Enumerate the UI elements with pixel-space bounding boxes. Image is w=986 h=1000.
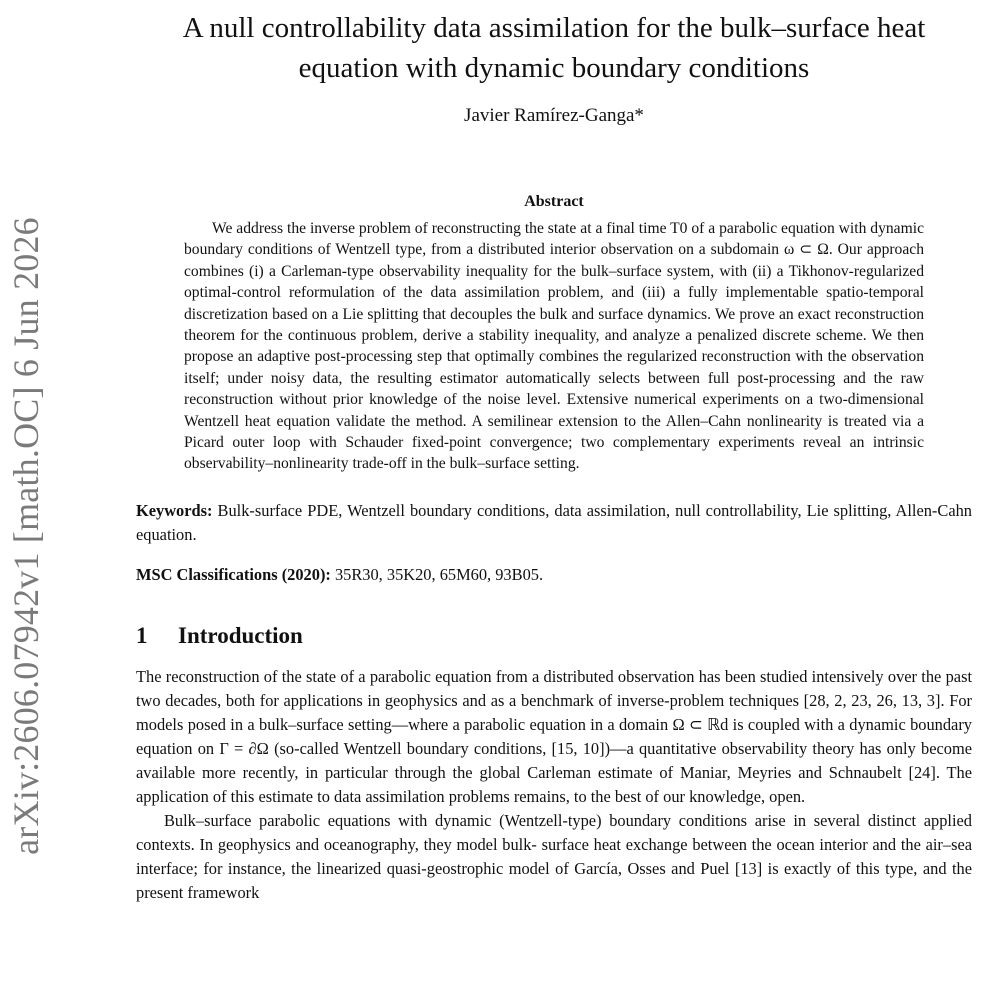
keywords-label: Keywords: <box>136 500 213 520</box>
keywords-text: Bulk-surface PDE, Wentzell boundary conditions, data assimilation, null controllability, Lie splitting, Allen-Cahn equation. <box>136 500 972 544</box>
msc-text: 35R30, 35K20, 65M60, 93B05. <box>334 565 544 585</box>
intro-paragraph-2: Bulk–surface parabolic equations with dynamic (Wentzell-type) boundary conditions arise in several distinct applied contexts. In geophysics and oceanography, they model bulk- surface heat exchange between the ocean interior and the air–sea interface; for instance, the linearized quasi-geostrophic model of García, Osses and Puel [13] is exactly of this type, and the present framework <box>136 811 972 903</box>
intro-paragraph-1: The reconstruction of the state of a parabolic equation from a distributed observation has been studied intensively over the past two decades, both for applications in geophysics and as a benchmark of inverse-problem techniques [28, 2, 23, 26, 13, 3]. For models posed in a bulk–surface setting—where a parabolic equation in a domain Ω ⊂ ℝd is coupled with a dynamic boundary equation on Γ = ∂Ω (so-called Wentzell boundary conditions, [15, 10])—a quantitative observability theory has only become available more recently, in particular through the global Carleman estimate of Maniar, Meyries and Schnaubelt [24]. The application of this estimate to data assimilation problems remains, to the best of our knowledge, open. <box>136 667 972 807</box>
msc-label: MSC Classifications (2020): <box>136 565 331 585</box>
paper-author: Javier Ramírez-Ganga* <box>464 105 644 126</box>
keywords-line <box>136 499 972 547</box>
abstract-text: We address the inverse problem of reconstructing the state at a final time T0 of a parabolic equation with dynamic boundary conditions of Wentzell type, from a distributed interior observation on a subdomain ω ⊂ Ω. Our approach combines (i) a Carleman-type observability inequality for the bulk–surface system, with (ii) a Tikhonov-regularized optimal-control reformulation of the data assimilation problem, and (iii) a fully implementable spatio-temporal discretization based on a Lie splitting that decouples the bulk and surface dynamics. We prove an exact reconstruction theorem for the continuous problem, derive a stability inequality, and analyze a penalized discrete scheme. We then propose an adaptive post-processing step that optimally combines the regularized reconstruction with the observation itself; under noisy data, the resulting estimator automatically selects between full post-processing and the raw reconstruction without prior knowledge of the noise level. Extensive numerical experiments on a two-dimensional Wentzell heat equation validate the method. A semilinear extension to the Allen–Cahn nonlinearity is treated via a Picard outer loop with Schauder fixed-point convergence; two complementary experiments reveal an intrinsic observability–nonlinearity trade-off in the bulk–surface setting. <box>184 220 924 473</box>
abstract-heading: Abstract <box>524 193 584 210</box>
paper-page <box>136 0 972 905</box>
paper-title: A null controllability data assimilation for the bulk–surface heat equation with dynamic boundary conditions <box>182 12 926 84</box>
section-title: Introduction <box>178 623 303 649</box>
msc-line <box>136 563 972 587</box>
section-heading-introduction <box>136 621 972 651</box>
arxiv-identifier-stamp <box>4 0 48 1000</box>
arxiv-identifier-text: arXiv:2606.07942v1 [math.OC] 6 Jun 2026 <box>6 217 46 855</box>
section-number: 1 <box>136 623 148 649</box>
